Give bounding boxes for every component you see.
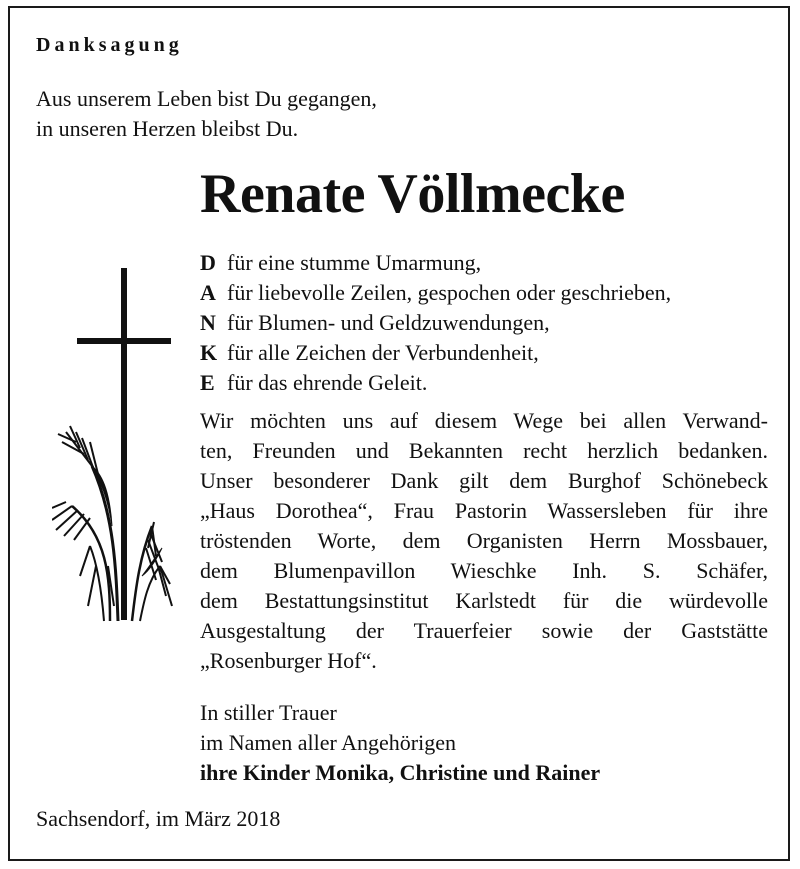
mourning-signature xyxy=(200,698,600,788)
acrostic-text: für eine stumme Umarmung, xyxy=(227,250,482,275)
place-date: Sachsendorf, im März 2018 xyxy=(36,806,281,831)
acrostic-row xyxy=(200,278,671,308)
acrostic-row xyxy=(200,368,671,398)
thanks-line: ten, Freunden und Bekannten recht herzlich bedanken. xyxy=(200,438,768,463)
motto-line-2: in unseren Herzen bleibst Du. xyxy=(36,116,299,141)
thanks-line: Wir möchten uns auf diesem Wege bei allen Verwand- xyxy=(200,408,768,433)
acrostic-row xyxy=(200,308,671,338)
deceased-name: Renate Völlmecke xyxy=(200,163,625,225)
cross-with-wheat-icon xyxy=(52,266,182,631)
acrostic-text: für das ehrende Geleit. xyxy=(227,370,428,395)
motto-line-1: Aus unserem Leben bist Du gegangen, xyxy=(36,86,377,111)
mourning-line: In stiller Trauer xyxy=(200,700,337,725)
acrostic-text: für liebevolle Zeilen, gespochen oder geschrieben, xyxy=(227,280,672,305)
acrostic-list xyxy=(200,248,671,398)
acrostic-letter: A xyxy=(200,280,216,305)
acrostic-text: für Blumen- und Geldzuwendungen, xyxy=(227,310,550,335)
thanks-line: Unser besonderer Dank gilt dem Burghof Schönebeck xyxy=(200,468,768,493)
acrostic-row xyxy=(200,338,671,368)
thanks-line: Ausgestaltung der Trauerfeier sowie der Gaststätte xyxy=(200,618,768,643)
acrostic-letter: K xyxy=(200,340,218,365)
acrostic-row xyxy=(200,248,671,278)
thanks-paragraph xyxy=(200,406,768,676)
acrostic-text: für alle Zeichen der Verbundenheit, xyxy=(227,340,539,365)
thanks-line: „Haus Dorothea“, Frau Pastorin Wassersleben für ihre xyxy=(200,498,768,523)
acrostic-letter: E xyxy=(200,370,215,395)
thanks-line: dem Blumenpavillon Wieschke Inh. S. Schäfer, xyxy=(200,558,768,583)
notice-heading: Danksagung xyxy=(36,34,183,56)
thanks-line: „Rosenburger Hof“. xyxy=(200,648,377,673)
family-names: ihre Kinder Monika, Christine und Rainer xyxy=(200,760,601,785)
motto xyxy=(36,84,377,144)
acrostic-letter: D xyxy=(200,250,216,275)
thanks-line: tröstenden Worte, dem Organisten Herrn Mossbauer, xyxy=(200,528,768,553)
mourning-line: im Namen aller Angehörigen xyxy=(200,730,456,755)
thanks-line: dem Bestattungsinstitut Karlstedt für die würdevolle xyxy=(200,588,768,613)
acrostic-letter: N xyxy=(200,310,216,335)
